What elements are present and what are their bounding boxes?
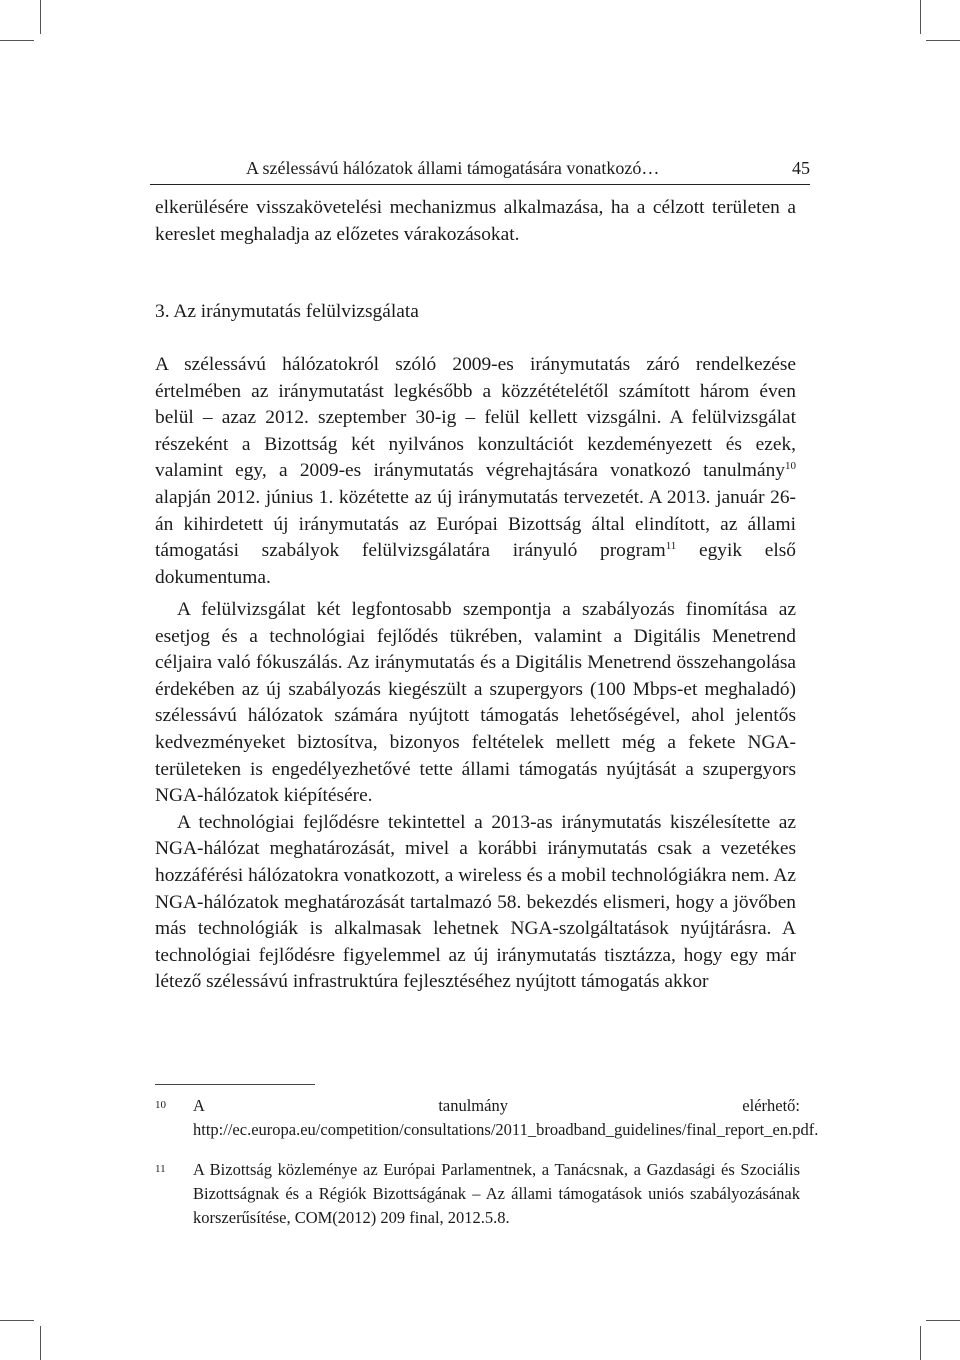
section-heading: 3. Az iránymutatás felülvizsgálata [155, 301, 419, 322]
paragraph-priorities: A felülvizsgálat két legfontosabb szempontja a szabályozás finomítása az esetjog és a technológiai fejlődés tükrében, valamint a Digitális Menetrend céljaira való fókuszálás. Az iránymutatás és a Digitális Menetrend összehangolása érdekében az új szabályozás kiegészült a szupergyors (100 Mbps-et meghaladó) szélessávú hálózatok számára nyújtott támogatás lehetőségével, ahol jelentős kedvezményeket biztosítva, bizonyos feltételek mellett még a fekete NGA-területeken is engedélyezhetővé tette állami támogatás nyújtását a szupergyors NGA-hálózatok kiépítésére. [155, 599, 796, 807]
crop-mark [926, 1320, 960, 1321]
page-number: 45 [792, 158, 810, 178]
text-run: egyik első dokumentuma. [155, 540, 796, 588]
footnote-text: A Bizottság közleménye az Európai Parlamentnek, a Tanácsnak, a Gazdasági és Szociális Bizottságnak és a Régiók Bizottságának – Az állami támogatások uniós szabályozásának korszerűsítése, COM(2012) 209 final, 2012.5.8. [193, 1160, 800, 1227]
crop-mark [40, 0, 41, 34]
paragraph-intro: elkerülésére visszakövetelési mechanizmus alkalmazása, ha a célzott területen a kereslet meghaladja az előzetes várakozásokat. [155, 197, 796, 245]
crop-mark [926, 40, 960, 41]
footnote-item [155, 1158, 800, 1230]
crop-mark [920, 1326, 921, 1360]
footnote-item [155, 1094, 819, 1142]
crop-mark [40, 1326, 41, 1360]
paragraph-review [155, 352, 796, 591]
footnote-ref: 10 [785, 460, 796, 473]
running-header [150, 156, 810, 185]
footnote-number: 11 [155, 1163, 166, 1175]
text-run: alapján 2012. június 1. közétette az új iránymutatás tervezetét. A 2013. január 26-án kihirdetett új iránymutatás az Európai Bizottság által elindított, az állami támogatási szabályok felülvizsgálatára irányuló program [155, 486, 796, 562]
footnotes [155, 1094, 819, 1246]
body-paragraphs [155, 597, 796, 996]
crop-mark [0, 40, 34, 41]
running-title: A szélessávú hálózatok állami támogatására vonatkozó… [246, 158, 660, 178]
footnote-divider [155, 1084, 315, 1085]
crop-mark [920, 0, 921, 34]
text-run: A szélessávú hálózatokról szóló 2009-es iránymutatás záró rendelkezése értelmében az iránymutatást legkésőbb a közzétételétől számított három éven belül – azaz 2012. szeptember 30-ig – felül kellett vizsgálni. A felülvizsgálat részeként a Bizottság két nyilvános konzultációt kezdeményezett és ezek, valamint egy, a 2009-es iránymutatás végrehajtására vonatkozó tanulmány [155, 354, 796, 482]
footnote-ref: 11 [665, 540, 677, 553]
paragraph-review-text [155, 352, 796, 591]
footnote-text: A tanulmány elérhető: http://ec.europa.eu/competition/consultations/2011_broadband_guidelines/final_report_en.pdf. [193, 1096, 819, 1139]
footnote-number: 10 [155, 1099, 166, 1111]
crop-mark [0, 1320, 34, 1321]
paragraph-technology: A technológiai fejlődésre tekintettel a 2013-as iránymutatás kiszélesítette az NGA-hálózat meghatározását, mivel a korábbi iránymutatás csak a vezetékes hozzáférési hálózatokra vonatkozott, a wireless és a mobil technológiákra nem. Az NGA-hálózatok meghatározását tartalmazó 58. bekezdés elismeri, hogy a jövőben más technológiák is alkalmasak lehetnek NGA-szolgáltatások nyújtárásra. A technológiai fejlődésre figyelemmel az új iránymutatás tisztázza, hogy egy már létező szélessávú infrastruktúra fejlesztéséhez nyújtott támogatás akkor [155, 811, 796, 993]
